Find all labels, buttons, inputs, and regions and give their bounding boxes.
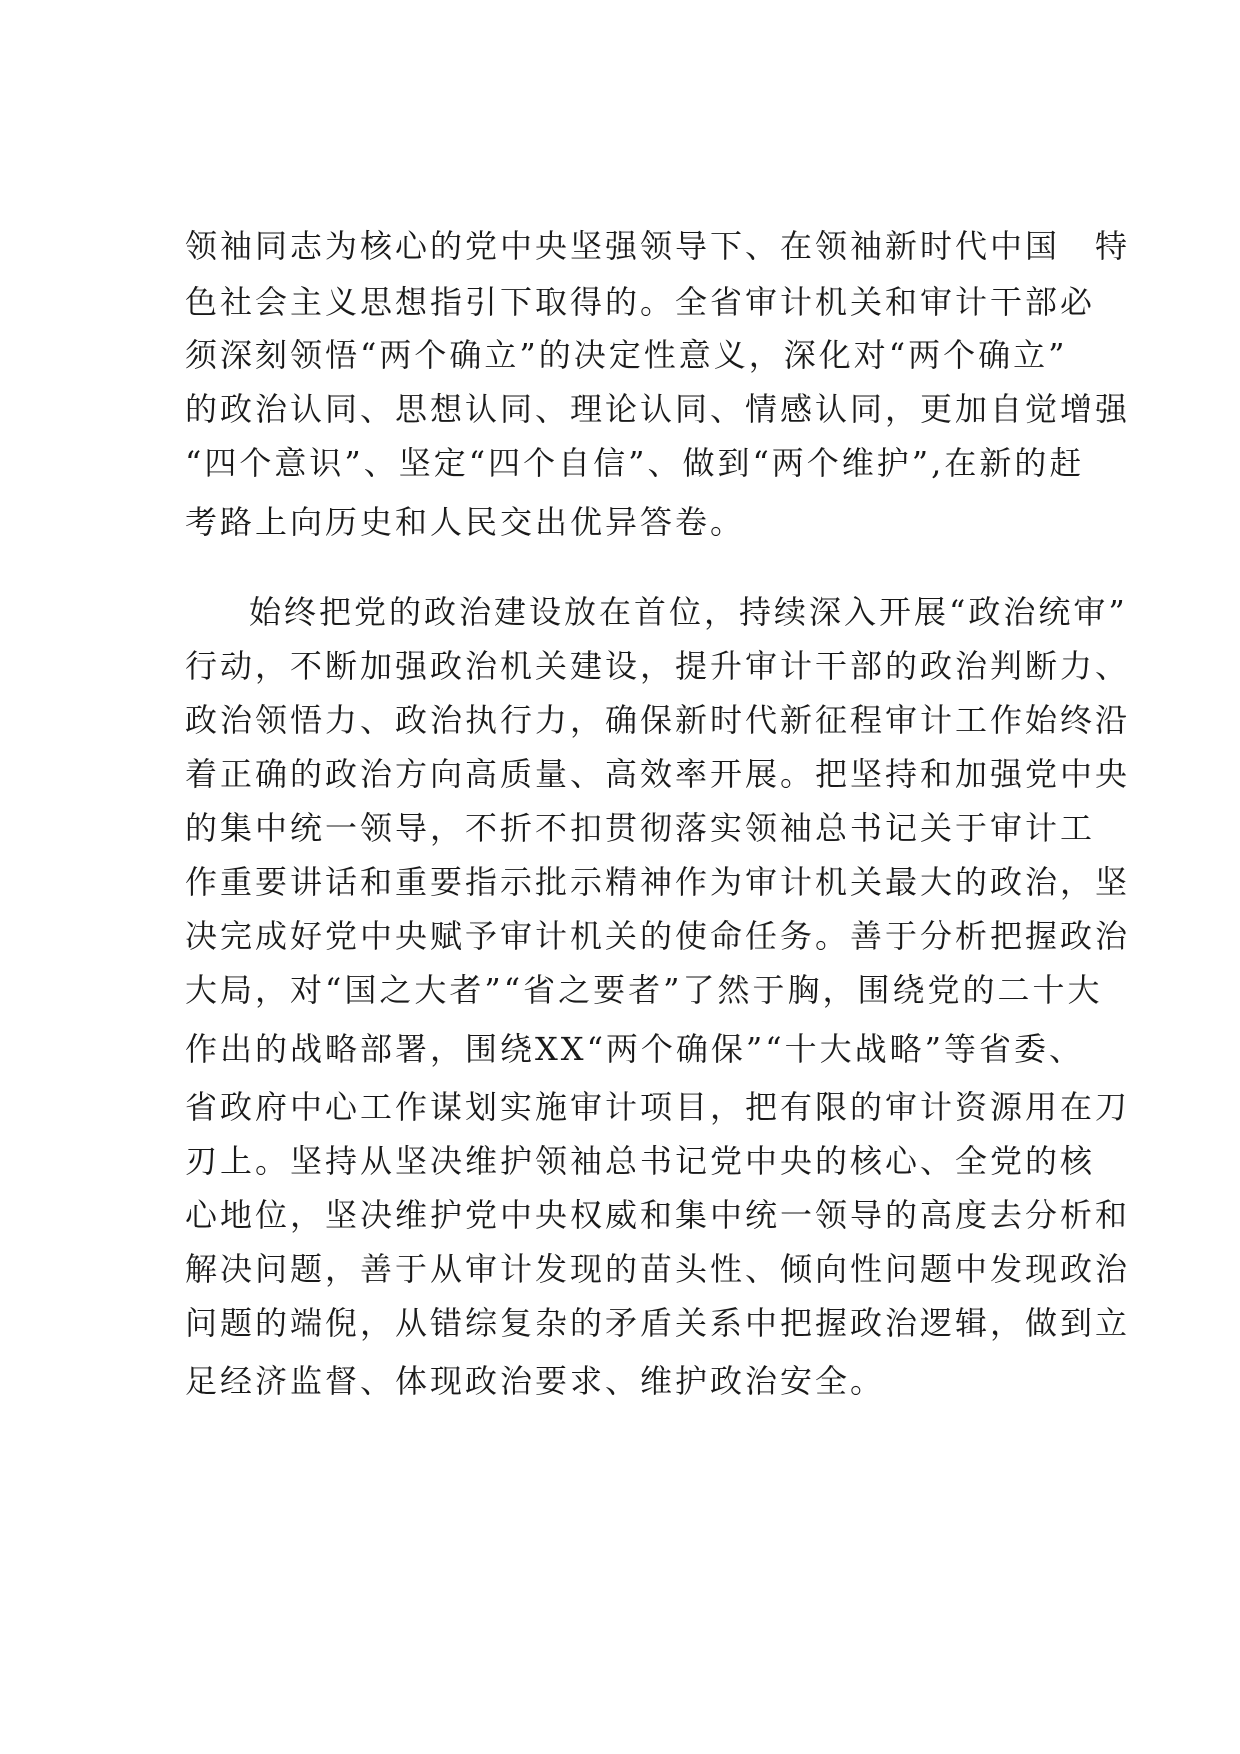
paragraph-line: 行动，不断加强政治机关建设，提升审计干部的政治判断力、 [185,647,1131,685]
paragraph-line: 的政治认同、思想认同、理论认同、情感认同，更加自觉增强 [185,390,1131,428]
paragraph-line: 政治领悟力、政治执行力，确保新时代新征程审计工作始终沿 [185,701,1131,739]
paragraph-line: 领袖同志为核心的党中央坚强领导下、在领袖新时代中国 特 [185,227,1131,265]
paragraph-line: 须深刻领悟“两个确立”的决定性意义，深化对“两个确立” [185,336,1068,374]
paragraph-line: 解决问题，善于从审计发现的苗头性、倾向性问题中发现政治 [185,1250,1131,1288]
paragraph-line: 省政府中心工作谋划实施审计项目，把有限的审计资源用在刀 [185,1088,1131,1126]
paragraph-line: 作重要讲话和重要指示批示精神作为审计机关最大的政治，坚 [185,863,1131,901]
paragraph-line: 足经济监督、体现政治要求、维护政治安全。 [185,1362,886,1400]
paragraph-line: 大局，对“国之大者”“省之要者”了然于胸，围绕党的二十大 [185,971,1103,1009]
paragraph-line: “四个意识”、坚定“四个自信”、做到“两个维护”,在新的赶 [185,444,1085,482]
paragraph-line: 考路上向历史和人民交出优异答卷。 [185,503,746,541]
paragraph-line: 问题的端倪，从错综复杂的矛盾关系中把握政治逻辑，做到立 [185,1304,1131,1342]
paragraph-line: 始终把党的政治建设放在首位，持续深入开展“政治统审” [249,593,1128,631]
paragraph-line: 刃上。坚持从坚决维护领袖总书记党中央的核心、全党的核 [185,1142,1096,1180]
paragraph-line: 心地位，坚决维护党中央权威和集中统一领导的高度去分析和 [185,1196,1131,1234]
paragraph-line: 的集中统一领导，不折不扣贯彻落实领袖总书记关于审计工 [185,809,1096,847]
paragraph-line: 着正确的政治方向高质量、高效率开展。把坚持和加强党中央 [185,755,1131,793]
paragraph-line: 色社会主义思想指引下取得的。全省审计机关和审计干部必 [185,283,1096,321]
paragraph-line: 决完成好党中央赋予审计机关的使命任务。善于分析把握政治 [185,917,1131,955]
paragraph-line: 作出的战略部署，围绕XX“两个确保”“十大战略”等省委、 [185,1030,1085,1068]
